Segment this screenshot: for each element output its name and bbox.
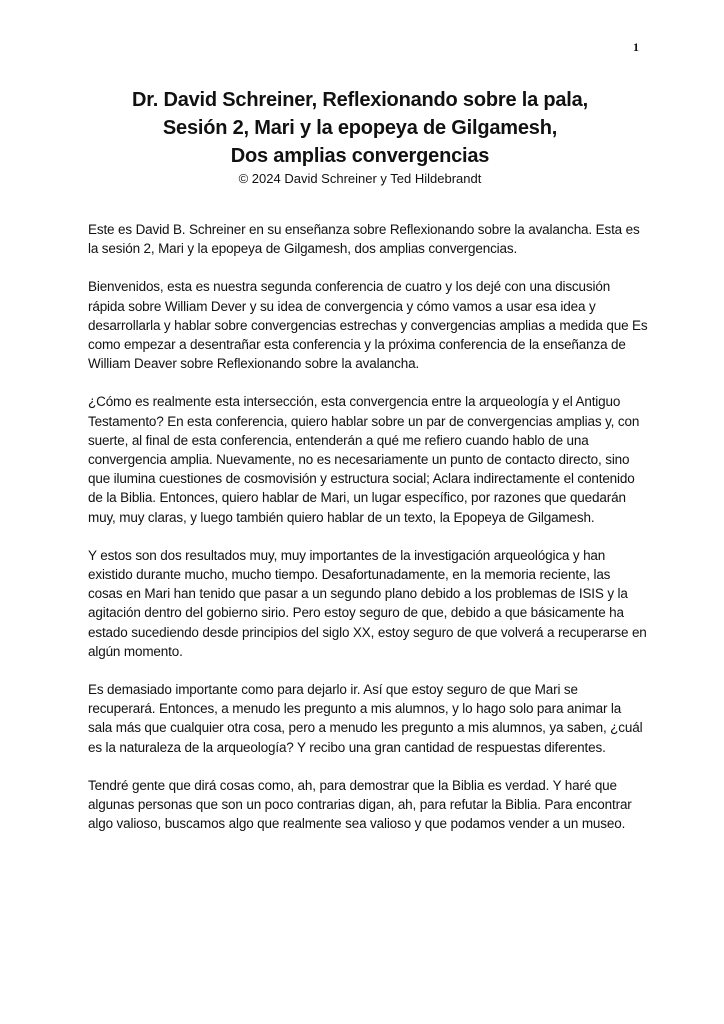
paragraph: ¿Cómo es realmente esta intersección, esta convergencia entre la arqueología y el Antiguo Testamento? En esta conferencia, quiero hablar sobre un par de convergencias amplias y, con suerte, al final de esta conferencia, entenderán a qué me refiero cuando hablo de una convergencia amplia. Nuevamente, no es necesariamente un punto de contacto directo, sino que ilumina cuestiones de cosmovisión y estructura social; Aclara indirectamente el contenido de la Biblia. Entonces, quiero hablar de Mari, un lugar específico, por razones que quedarán muy, muy claras, y luego también quiero hablar de un texto, la Epopeya de Gilgamesh. — [88, 394, 640, 525]
paragraph: Y estos son dos resultados muy, muy importantes de la investigación arqueológica y han existido durante mucho, mucho tiempo. Desafortunadamente, en la memoria reciente, las cosas en Mari han tenido que pasar a un segundo plano debido a los problemas de ISIS y la agitación dentro del gobierno sirio. Pero estoy seguro de que, debido a que básicamente ha estado sucediendo desde principios del siglo XX, estoy seguro de que volverá a recuperarse en algún momento. — [88, 547, 647, 659]
paragraph: Bienvenidos, esta es nuestra segunda conferencia de cuatro y los dejé con una discusión rápida sobre William Dever y su idea de convergencia y cómo vamos a usar esa idea y desarrollarla y hablar sobre convergencias estrechas y convergencias amplias a medida que Es como empezar a desentrañar esta conferencia y la próxima conferencia de la enseñanza de William Deaver sobre Reflexionando sobre la avalancha. — [88, 279, 648, 372]
paragraph: Tendré gente que dirá cosas como, ah, para demostrar que la Biblia es verdad. Y haré que algunas personas que son un poco contrarias digan, ah, para refutar la Biblia. Para encontrar algo valioso, buscamos algo que realmente sea valioso y que podamos vender a un museo. — [88, 777, 632, 832]
title-line-2: Sesión 2, Mari y la epopeya de Gilgamesh, — [162, 117, 558, 139]
paragraph: Es demasiado importante como para dejarlo ir. Así que estoy seguro de que Mari se recuperará. Entonces, a menudo les pregunto a mis alumnos, y lo hago solo para animar la sala más que cualquier otra cosa, pero a menudo les pregunto a mis alumnos, ya saben, ¿cuál es la naturaleza de la arqueología? Y recibo una gran cantidad de respuestas diferentes. — [88, 682, 643, 755]
title-line-1: Dr. David Schreiner, Reflexionando sobre la pala, — [132, 89, 588, 111]
title-block — [60, 86, 660, 188]
body-text — [88, 220, 648, 852]
title-line-3: Dos amplias convergencias — [230, 145, 490, 167]
page-number: 1 — [633, 40, 639, 54]
paragraph: Este es David B. Schreiner en su enseñanza sobre Reflexionando sobre la avalancha. Esta es la sesión 2, Mari y la epopeya de Gilgamesh, dos amplias convergencias. — [88, 222, 640, 257]
copyright-line: © 2024 David Schreiner y Ted Hildebrandt — [238, 171, 482, 186]
